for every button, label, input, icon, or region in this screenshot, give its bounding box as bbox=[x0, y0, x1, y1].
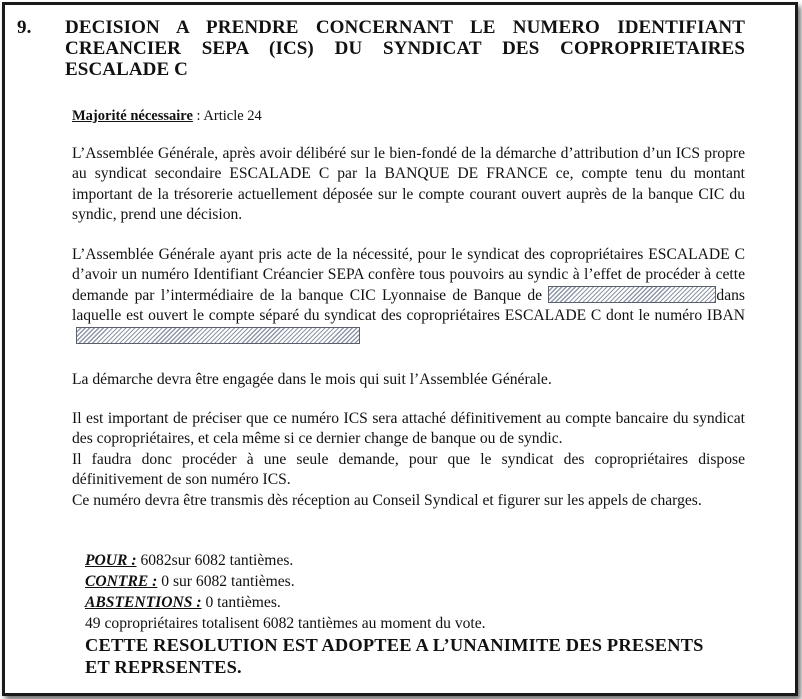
resolution-title: DECISION A PRENDRE CONCERNANT LE NUMERO IDENTIFIANT CREANCIER SEPA (ICS) DU SYNDICAT DES COPROPRIETAIRES ESCALADE C bbox=[65, 17, 745, 80]
vote-abstentions-value: 0 tantièmes. bbox=[201, 594, 281, 611]
vote-pour-value: 6082sur 6082 tantièmes. bbox=[136, 552, 294, 569]
majority-value: : Article 24 bbox=[192, 108, 262, 124]
resolution-number: 9. bbox=[17, 17, 32, 38]
ics-note-line: Ce numéro devra être transmis dès réception au Conseil Syndical et figurer sur les appels de charges. bbox=[72, 491, 702, 509]
majority-label: Majorité nécessaire bbox=[72, 108, 193, 124]
paragraph-mandate-text-b: dans laquelle est ouvert le compte séparé du syndicat des copropriétaires ESCALADE C dont le numéro IBAN bbox=[72, 286, 745, 325]
vote-total: 49 copropriétaires totalisent 6082 tantièmes au moment du vote. bbox=[85, 615, 486, 632]
paragraph-mandate-text-a: L’Assemblée Générale ayant pris acte de la nécessité, pour le syndicat des copropriétaires ESCALADE C d’avoir un numéro Identifiant Créancier SEPA confère tous pouvoirs au syndic à l’effet de procéder à cette demande par l’intermédiaire de la banque CIC Lyonnaise de Banque de bbox=[72, 246, 745, 304]
paragraph-deliberation: L’Assemblée Générale, après avoir délibéré sur le bien-fondé de la démarche d’attribution d’un ICS propre au syndicat secondaire ESCALADE C par la BANQUE DE FRANCE ce, compte tenu du montant important de la trésorerie actuellement déposée sur le compte courant ouvert auprès de la banque CIC du syndic, prend une décision. bbox=[72, 145, 745, 224]
paragraph-ics-notes bbox=[72, 409, 745, 511]
vote-abstentions-label: ABSTENTIONS : bbox=[85, 594, 202, 611]
majority-requirement bbox=[72, 106, 745, 126]
document-page bbox=[2, 2, 798, 696]
redacted-iban bbox=[76, 327, 360, 344]
ics-note-line: Il est important de préciser que ce numéro ICS sera attaché définitivement au compte bancaire du syndicat des copropriétaires, et cela même si ce dernier change de banque ou de syndic. bbox=[72, 410, 745, 448]
redacted-bank-city bbox=[548, 286, 716, 303]
resolution-result-line-1: CETTE RESOLUTION EST ADOPTEE A L’UNANIMITE DES PRESENTS bbox=[85, 635, 704, 655]
vote-contre bbox=[85, 571, 765, 592]
vote-pour bbox=[85, 550, 765, 571]
resolution-result-line-2: ET REPRSENTES. bbox=[85, 657, 242, 677]
paragraph-mandate bbox=[72, 245, 745, 347]
vote-contre-value: 0 sur 6082 tantièmes. bbox=[157, 573, 295, 590]
vote-pour-label: POUR : bbox=[85, 552, 137, 569]
vote-contre-label: CONTRE : bbox=[85, 573, 158, 590]
ics-note-line: Il faudra donc procéder à une seule demande, pour que le syndicat des copropriétaires dispose définitivement de son numéro ICS. bbox=[72, 450, 745, 489]
vote-results bbox=[85, 550, 765, 678]
paragraph-timeline: La démarche devra être engagée dans le mois qui suit l’Assemblée Générale. bbox=[72, 371, 552, 388]
vote-abstentions bbox=[85, 592, 765, 613]
